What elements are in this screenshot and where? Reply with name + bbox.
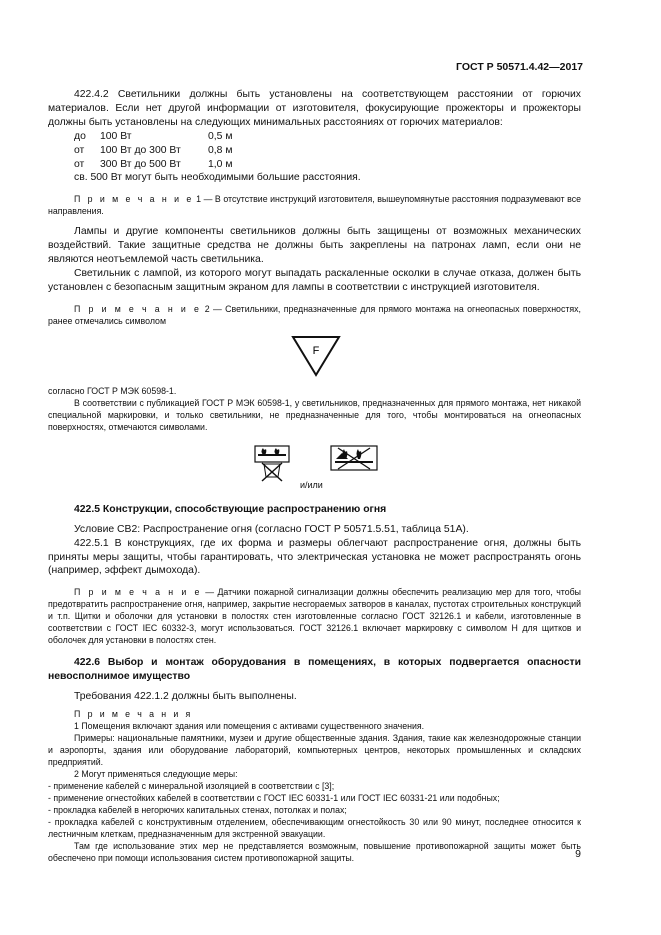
warning-symbols-block <box>48 441 581 493</box>
symbol-letter: F <box>312 344 320 357</box>
distance-list <box>74 130 581 186</box>
measure-item: - прокладка кабелей в негорючих капитальных стенах, потолках и полах; <box>48 805 347 816</box>
f-triangle-icon <box>291 335 341 379</box>
note-premises: 1 Помещения включают здания или помещения с активами существенного значения. <box>74 721 425 732</box>
f-symbol-block <box>48 335 581 385</box>
and-or-label: и/или <box>300 479 323 490</box>
distance-row: от 100 Вт до 300 Вт 0,8 м <box>74 144 233 156</box>
measure-item: - применение кабелей с минеральной изоляцией в соответствии с [3]; <box>48 781 335 792</box>
note-examples: Примеры: национальные памятники, музеи и другие общественные здания. Здания, такие как железнодорожные станции и аэропорты, здания или оборудование лабораторий, компьютерных центров, некоторых промышленных и складских предприятий. <box>48 733 581 768</box>
condition-cb2: Условие СВ2: Распространение огня (согласно ГОСТ Р 50571.5.51, таблица 51А). <box>74 523 469 535</box>
page-body <box>48 88 581 864</box>
note-2-continued: согласно ГОСТ Р МЭК 60598-1. <box>48 385 177 396</box>
section-422-6-heading: 422.6 Выбор и монтаж оборудования в помещениях, в которых подвергается опасности невосполнимое имущество <box>48 657 581 683</box>
distance-row: до 100 Вт 0,5 м <box>74 130 233 142</box>
paragraph-lamps: Лампы и другие компоненты светильников должны быть защищены от возможных механических воздействий. Такие защитные средства не должны быть закреплены на патронах ламп, если они не являются неотъемлемой часть светильника. <box>48 226 581 266</box>
note-1: П р и м е ч а н и е 1 — В отсутствие инструкций изготовителя, вышеупомянутые расстояния подразумевают все направления. <box>48 194 581 217</box>
notes-heading: П р и м е ч а н и я <box>74 709 193 720</box>
page-number: 9 <box>575 848 581 860</box>
note-3: П р и м е ч а н и е — Датчики пожарной сигнализации должны обеспечить реализацию мер для того, чтобы предотвратить распространение огня, например, закрытие несгораемых затворов в каналах, пустотах строительных конструкций и т.п. Щитки и оболочки для установки в полостях стен изготовленные согласно ГОСТ 32126.1 и кабели, изготовленные в соответствии с ГОСТ IEC 60332-3, могут использоваться. ГОСТ 32126.1 включает маркировку с символом Н для щитков и оболочек для установки в полостях стен. <box>48 587 581 646</box>
measure-item: - применение огнестойких кабелей в соответствии с ГОСТ IEC 60331-1 или ГОСТ IEC 60331-21 или подобных; <box>48 793 500 804</box>
paragraph-422-4-2: 422.4.2 Светильники должны быть установлены на соответствующем расстоянии от горючих материалов. Если нет другой информации от изготовителя, фокусирующие прожекторы и прожекторы должны быть установлены на следующих минимальных расстояниях от горючих материалов: <box>48 89 581 128</box>
note-measures: 2 Могут применяться следующие меры: <box>74 769 238 780</box>
section-422-5-heading: 422.5 Конструкции, способствующие распространению огня <box>74 503 387 515</box>
note-2: П р и м е ч а н и е 2 — Светильники, предназначенные для прямого монтажа на огнеопасных поверхностях, ранее отмечались символом <box>48 303 581 326</box>
requirements-line: Требования 422.1.2 должны быть выполнены. <box>74 691 297 703</box>
distance-row: св. 500 Вт могут быть необходимыми большие расстояния. <box>74 172 361 184</box>
no-flammable-mounting-icon <box>330 445 378 473</box>
document-header: ГОСТ Р 50571.4.42—2017 <box>456 61 583 73</box>
paragraph-shield: Светильник с лампой, из которого могут выпадать раскаленные осколки в случае отказа, должен быть установлен с безопасным защитным экраном для лампы в соответствии с инструкцией изготовителя. <box>48 268 581 293</box>
paragraph-422-5-1: 422.5.1 В конструкциях, где их форма и размеры облегчают распространение огня, должны быть приняты меры защиты, чтобы гарантировать, что электрическая установка не может распространять огонь (например, эффект дымохода). <box>48 537 581 577</box>
no-flammable-surface-icon <box>254 445 290 485</box>
note-fire-protection: Там где использование этих мер не представляется возможным, повышение противопожарной защиты может быть обеспечено при помощи использования систем противопожарной защиты. <box>48 841 581 864</box>
distance-row: от 300 Вт до 500 Вт 1,0 м <box>74 158 233 170</box>
measure-item: - прокладка кабелей с конструктивным отделением, обеспечивающим огнестойкость 30 или 90 минут, последнее относится к лестничным клеткам, предназначенным для экстренной эвакуации. <box>48 817 581 840</box>
note-2-explanation: В соответствии с публикацией ГОСТ Р МЭК 60598-1, у светильников, предназначенных для прямого монтажа, нет никакой специальной маркировки, и только светильники, не предназначенные для того, чтобы монтироваться на огнеопасных поверхностях, отмечаются символами. <box>48 397 581 432</box>
